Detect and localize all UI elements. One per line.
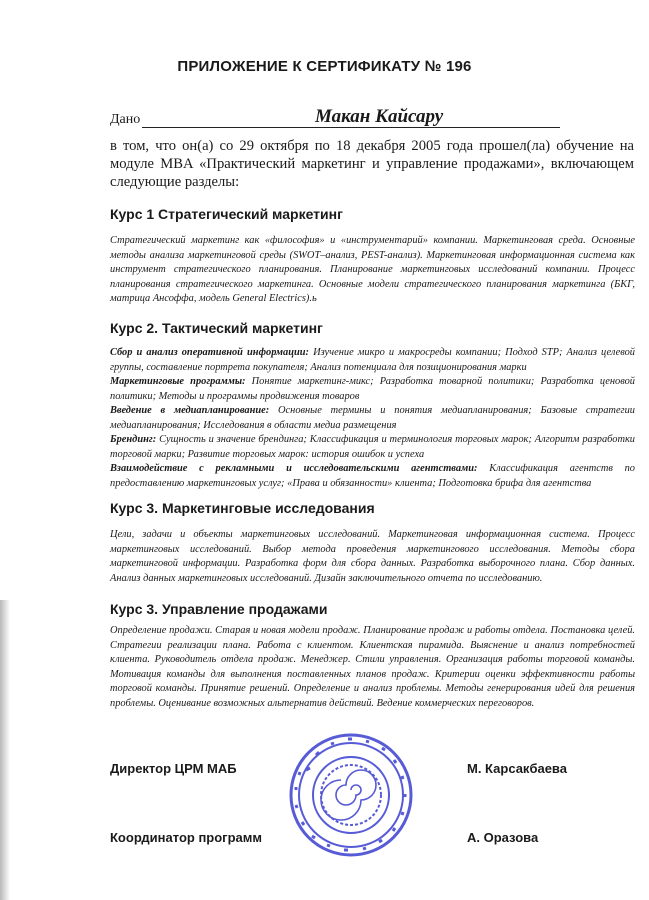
director-name: М. Карсакбаева: [467, 761, 567, 776]
course-2-item-text: Изучение микро и макросреды компании; Подход STP; Анализ целевой группы, составление портрета покупателя; Анализ потенциала для позиционирования марки: [110, 347, 636, 373]
course-2-item-title: Взаимодействие с рекламными и исследовательскими агентствами:: [110, 463, 478, 474]
course-2-item-text: Сущность и значение брендинга; Классификация и терминология торговых марок; Алгоритм разработки торговой марки; Развитие торговых марок: история ошибок и успеха: [110, 434, 635, 460]
course-2-item-text: Понятие маркетинг-микс; Разработка товарной политики; Разработка ценовой политики; Методы и программы продвижения товаров: [110, 376, 635, 402]
course-2-content: [110, 346, 635, 491]
round-seal-stamp: [286, 730, 416, 860]
course-2-item-text: Основные термины и понятия медиапланирования; Базовые стратегии медиапланирования; Исследования в области медиа размещения: [110, 405, 635, 431]
course-2-item-title: Сбор и анализ оперативной информации:: [110, 347, 309, 358]
given-label: Дано: [110, 112, 141, 127]
course-2-item: [110, 433, 635, 462]
course-1-content: Стратегический маркетинг как «философия» и «инструментарий» компании. Маркетинговая среда. Основные методы анализа маркетинговой среды (SWOT–анализ, PEST-анализ). Маркетинговая информационная система как инструмент стратегического планирования. Планирование маркетинговых исследований компании. Процесс планирования стратегического маркетинга. Основные модели стратегического планирования маркетинга (БКГ, матрица Ансоффа, модель General Electrics).ь: [110, 235, 635, 304]
course-2-heading: Курс 2. Тактический маркетинг: [110, 320, 323, 336]
course-2-item: [110, 462, 635, 491]
given-line: [110, 108, 560, 132]
course-2-item: [110, 346, 635, 375]
coordinator-name: А. Оразова: [467, 830, 539, 845]
course-2-item: [110, 404, 635, 433]
document-title: ПРИЛОЖЕНИЕ К СЕРТИФИКАТУ № 196: [177, 58, 472, 75]
course-2-item-title: Маркетинговые программы:: [110, 376, 246, 387]
course-4-heading: Курс 3. Управление продажами: [110, 601, 328, 617]
intro-text: в том, что он(а) со 29 октября по 18 декабря 2005 года прошел(ла) обучение на модуле MBA «Практический маркетинг и управление продажами», включающем следующие разделы:: [110, 138, 634, 190]
course-3-content: Цели, задачи и объекты маркетинговых исследований. Маркетинговая информационная система. Процесс маркетинговых исследований. Выбор метода проведения маркетингового исследования. Методы сбора маркетинговой информации. Разработка форм для сбора данных. Разработка выборочного плана. Сбор данных. Анализ данных маркетинговых исследований. Дизайн заключительного отчета по исследованию.: [110, 529, 635, 584]
recipient-name: Макан Кайсару: [315, 106, 444, 127]
coordinator-role: Координатор программ: [110, 830, 263, 845]
course-2-item-text: Классификация агентств по предоставлению маркетинговых услуг; «Права и обязанности» клиента; Подготовка брифа для агентства: [110, 463, 636, 489]
course-2-item-title: Брендинг:: [110, 434, 157, 445]
course-4-content: Определение продажи. Старая и новая модели продаж. Планирование продаж и работы отдела. Постановка целей. Стратегии реализации плана. Работа с клиентом. Клиентская пирамида. Выяснение и анализ потребностей клиента. Руководитель отдела продаж. Менеджер. Стили управления. Организация работы торговой команды. Мотивация команды для выполнения поставленных планов продаж. Критерии оценки эффективности работы торговой команды. Принятие решений. Определение и анализ проблемы. Методы генерирования идей для решения проблемы. Оценивание возможных альтернатив действий. Ведение коммерческих переговоров.: [110, 625, 635, 709]
course-3-heading: Курс 3. Маркетинговые исследования: [110, 500, 375, 516]
course-1-heading: Курс 1 Стратегический маркетинг: [110, 206, 343, 222]
course-2-item: [110, 375, 635, 404]
director-role: Директор ЦРМ МАБ: [110, 761, 237, 776]
course-2-item-title: Введение в медиапланирование:: [110, 405, 270, 416]
scan-edge-shadow: [0, 600, 10, 900]
